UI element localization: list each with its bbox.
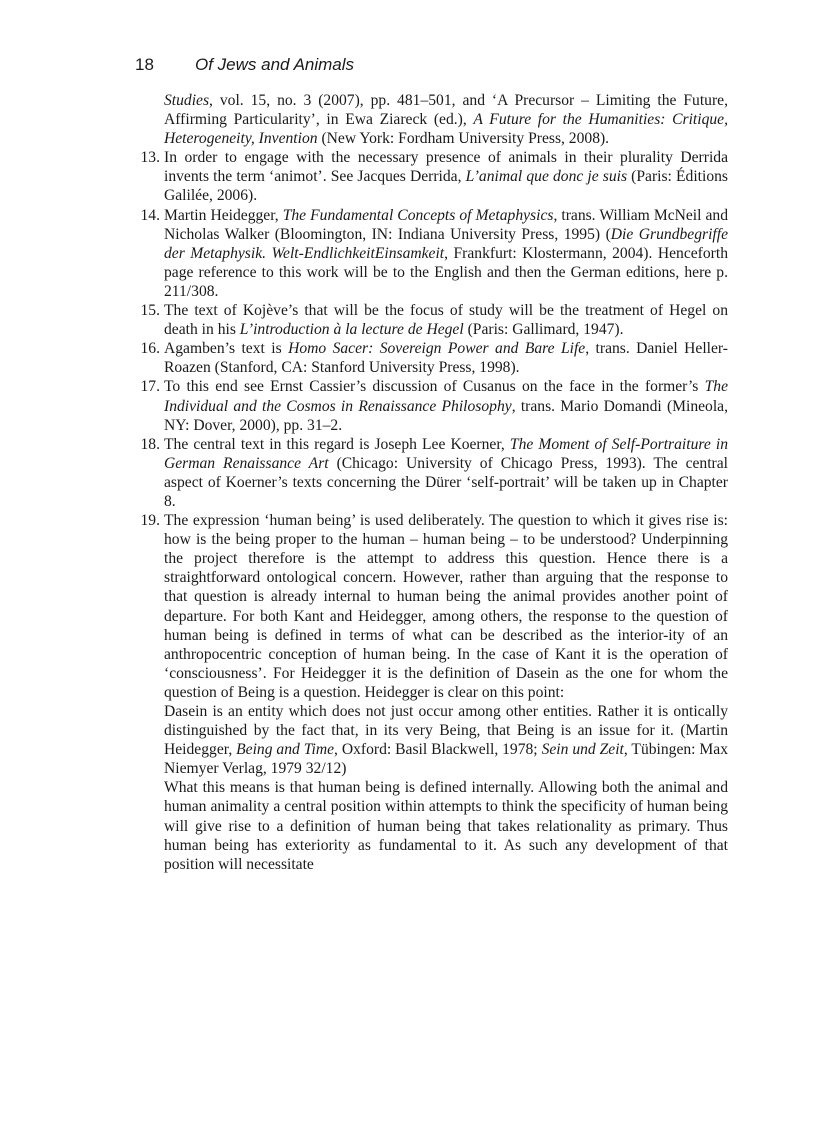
- endnote-13: [140, 148, 728, 205]
- italic-text: L’introduction à la lecture de Hegel: [239, 321, 464, 339]
- book-title: Of Jews and Animals: [195, 55, 355, 74]
- text-run: In order to engage with the necessary presence of animals in their plurality Derrida invents the term ‘animot’. See Jacques Derrida,: [164, 149, 728, 186]
- note-text: [164, 377, 728, 434]
- italic-text: Sein und Zeit: [541, 741, 624, 759]
- page-number: 18: [135, 55, 154, 74]
- text-run: , trans. Daniel Heller-Roazen (Stanford, CA: Stanford University Press, 1998).: [164, 340, 728, 377]
- note-text: [164, 148, 728, 205]
- endnote-17: [140, 377, 729, 434]
- endnote-14: [140, 206, 728, 301]
- italic-text: The Individual and the Cosmos in Renaissance Philosophy: [164, 378, 728, 415]
- note-text: [164, 339, 728, 377]
- text-run: Martin Heidegger,: [164, 206, 283, 224]
- text-run: The central text in this regard is Joseph Lee Koerner,: [164, 435, 510, 453]
- italic-text: Homo Sacer: Sovereign Power and Bare Life: [288, 340, 586, 358]
- note-text: [164, 91, 728, 148]
- note-text: [164, 301, 728, 339]
- text-run: The expression ‘human being’ is used deliberately. The question to which it gives rise is: how is the being proper to the human – human being – to be understood? Underpinning the project therefore is the attempt to address this question. Hence there is a straightforward ontological concern. However, rather than arguing that the response to that question is already internal to human being the animal provides another point of departure. For both Kant and Heidegger, among others, the response to the question of human being is defined in terms of what can be described as the interior-ity of an anthropocentric conception of human being. In the case of Kant it is the operation of ‘consciousness’. For Heidegger it is the definition of Dasein as the one for whom the question of Being is a question. Heidegger is clear on this point:: [164, 512, 728, 701]
- text-run: , Oxford: Basil Blackwell, 1978;: [334, 741, 542, 759]
- text-run: , vol. 15, no. 3 (2007), pp. 481–501, and ‘A Precursor – Limiting the Future, Affirming Particularity’, in Ewa Ziareck (ed.),: [164, 92, 728, 129]
- note-text: [164, 206, 728, 301]
- block-quote: [164, 702, 728, 778]
- note-text: [164, 435, 728, 511]
- text-run: (Chicago: University of Chicago Press, 1993). The central aspect of Koerner’s texts concerning the Dürer ‘self-portrait’ will be taken up in Chapter 8.: [164, 454, 728, 510]
- text-run: , trans. William McNeil and Nicholas Walker (Bloomington, IN: Indiana University Press, 1995) (: [164, 206, 728, 243]
- italic-text: Studies: [164, 92, 210, 109]
- endnote-15: [140, 301, 728, 339]
- note-number: 17.: [140, 378, 160, 396]
- italic-text: A Future for the Humanities: Critique, Heterogeneity, Invention: [164, 111, 728, 148]
- note-continuation: [164, 91, 728, 148]
- endnote-16: [140, 339, 728, 377]
- italic-text: L’animal que donc je suis: [465, 168, 628, 186]
- text-run: (New York: Fordham University Press, 2008).: [317, 130, 610, 148]
- endnotes: [140, 91, 729, 874]
- note-text: [164, 511, 728, 702]
- text-run: The text of Kojève’s that will be the focus of study will be the treatment of Hegel on death in his: [164, 302, 728, 339]
- text-run: Dasein is an entity which does not just occur among other entities. Rather it is ontically distinguished by the fact that, in its very Being, that Being is an issue for it. (Martin Heidegger,: [164, 703, 728, 759]
- italic-text: The Fundamental Concepts of Metaphysics: [282, 206, 554, 224]
- text-run: , Tübingen: Max Niemyer Verlag, 1979 32/12): [164, 741, 729, 778]
- note-number: 15.: [140, 302, 160, 320]
- text-run: Agamben’s text is: [164, 340, 289, 358]
- note-list: [140, 148, 729, 874]
- endnote-19: [140, 511, 729, 874]
- italic-text: Being and Time: [236, 741, 335, 759]
- note-continuation-text: [164, 778, 728, 873]
- note-number: 19.: [140, 512, 160, 530]
- text-run: What this means is that human being is defined internally. Allowing both the animal and human animality a central position within attempts to think the specificity of human being will give rise to a definition of human being that takes relationality as primary. Thus human being has exteriority as fundamental to it. As such any development of that position will necessitate: [164, 779, 728, 873]
- text-run: (Paris: Gallimard, 1947).: [463, 321, 624, 339]
- italic-text: The Moment of Self-Portraiture in German Renaissance Art: [164, 435, 728, 472]
- text-run: , Frankfurt: Klostermann, 2004). Henceforth page reference to this work will be to the English and then the German editions, here p. 211/308.: [164, 244, 728, 300]
- italic-text: Die Grundbegriffe der Metaphysik. Welt-EndlichkeitEinsamkeit: [164, 225, 728, 262]
- note-number: 18.: [140, 435, 160, 453]
- endnote-18: [140, 435, 728, 511]
- running-head: [135, 55, 354, 75]
- text-run: To this end see Ernst Cassier’s discussion of Cusanus on the face in the former’s: [164, 378, 705, 396]
- note-number: 14.: [140, 206, 160, 224]
- text-run: (Paris: Éditions Galilée, 2006).: [164, 168, 728, 205]
- text-run: , trans. Mario Domandi (Mineola, NY: Dover, 2000), pp. 31–2.: [164, 397, 729, 434]
- note-number: 16.: [140, 340, 160, 358]
- note-number: 13.: [140, 149, 160, 167]
